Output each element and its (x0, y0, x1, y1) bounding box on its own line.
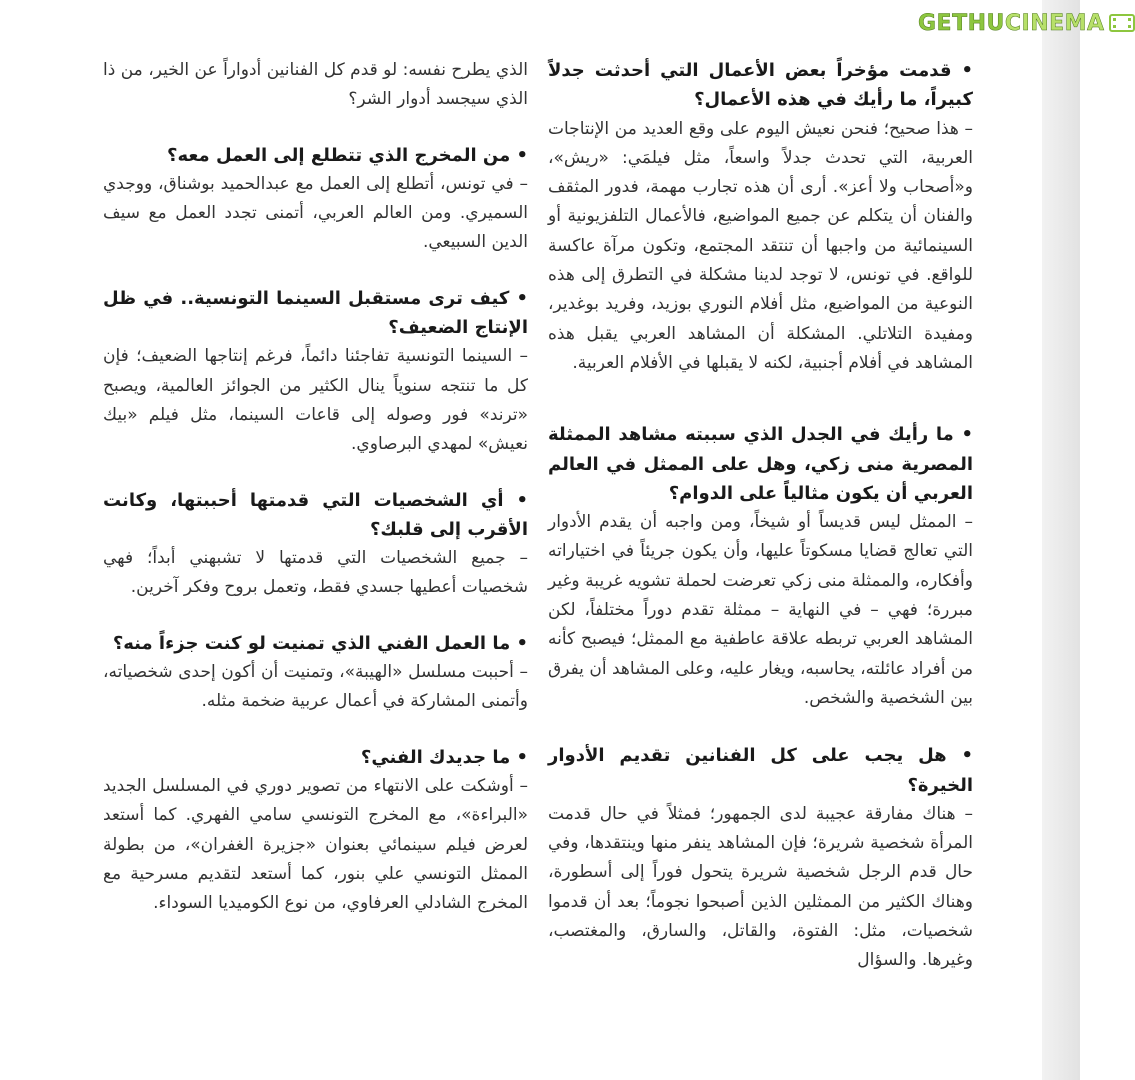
film-reel-icon (1109, 10, 1135, 36)
qa-block (548, 741, 973, 975)
answer: – هذا صحيح؛ فنحن نعيش اليوم على وقع العديد من الإنتاجات العربية، التي تحدث جدلاً واسعاً، مثل فيلمَي: «ريش»، و«أصحاب ولا أعز». أرى أن هذه تجارب مهمة، فدور المثقف والفنان أن يتكلم عن جميع المواضيع، فالأعمال التلفزيونية أو السينمائية من واجبها أن تنتقد المجتمع، وتكون مرآة عاكسة للواقع. في تونس، لا توجد لدينا مشكلة في التطرق إلى هذه النوعية من المواضيع، مثل أفلام النوري بوزيد، وفريد بوغدير، ومفيدة التلاتلي. المشكلة أن المشاهد العربي يقبل هذه المشاهد في أفلام أجنبية، لكنه لا يقبلها في الأفلام العربية. (548, 118, 973, 373)
page-edge (1042, 0, 1080, 1080)
answer: الذي يطرح نفسه: لو قدم كل الفنانين أدواراً عن الخير، من ذا الذي سيجسد أدوار الشر؟ (103, 60, 528, 110)
qa-block (103, 284, 528, 460)
question: • ما جديدك الفني؟ (360, 746, 528, 768)
qa-block (103, 743, 528, 919)
answer: – في تونس، أتطلع إلى العمل مع عبدالحميد بوشناق، ووجدي السميري. ومن العالم العربي، أتمنى تجدد العمل مع سيف الدين السبيعي. (103, 173, 528, 253)
site-logo (918, 6, 1135, 40)
article-column-right (548, 56, 973, 976)
answer: – أوشكت على الانتهاء من تصوير دوري في المسلسل الجديد «البراءة»، مع المخرج التونسي سامي الفهري. كما أستعد لعرض فيلم سينمائي بعنوان «جزيرة الغفران»، من بطولة الممثل التونسي علي بنور، كما أستعد لتقديم مسرحية مع المخرج الشادلي العرفاوي، من نوع الكوميديا السوداء. (103, 775, 528, 914)
qa-block (103, 141, 528, 258)
answer: – أحببت مسلسل «الهيبة»، وتمنيت أن أكون إحدى شخصياته، وأتمنى المشاركة في أعمال عربية ضخمة مثله. (103, 662, 528, 712)
question: • من المخرج الذي تتطلع إلى العمل معه؟ (167, 144, 528, 166)
article-column-left (103, 56, 528, 918)
answer: – الممثل ليس قديساً أو شيخاً، ومن واجبه أن يقدم الأدوار التي تعالج قضايا مسكوتاً عليها، وأن يكون جريئاً في اختياراته وأفكاره، والممثلة منى زكي تعرضت لحملة تشويه غريبة وغير مبررة؛ فهي – في النهاية – ممثلة تقدم دوراً مختلفاً، لكن المشاهد العربي تربطه علاقة عاطفية مع الممثل؛ فيصبح كأنه من أفراد عائلته، يحاسبه، ويغار عليه، وعلى المشاهد أن يفرق بين الشخصية والشخص. (548, 512, 973, 708)
question: • ما رأيك في الجدل الذي سببته مشاهد الممثلة المصرية منى زكي، وهل على الممثل في العالم العربي أن يكون مثالياً على الدوام؟ (548, 424, 973, 504)
question: • كيف ترى مستقبل السينما التونسية.. في ظل الإنتاج الضعيف؟ (103, 287, 528, 339)
qa-block (103, 486, 528, 603)
question: • أي الشخصيات التي قدمتها أحببتها، وكانت الأقرب إلى قلبك؟ (103, 489, 528, 540)
qa-block (548, 56, 973, 378)
qa-block (103, 56, 528, 115)
question: • هل يجب على كل الفنانين تقديم الأدوار الخيرة؟ (548, 745, 973, 796)
answer: – السينما التونسية تفاجئنا دائماً، فرغم إنتاجها الضعيف؛ فإن كل ما تنتجه سنوياً ينال الكثير من الجوائز العالمية، ويصبح «ترند» فور وصوله إلى قاعات السينما، مثل فيلم «بيك نعيش» لمهدي البرصاوي. (103, 346, 528, 455)
answer: – جميع الشخصيات التي قدمتها لا تشبهني أبداً؛ فهي شخصيات أعطيها جسدي فقط، وتعمل بروح وفكر آخرين. (103, 548, 528, 598)
answer: – هناك مفارقة عجيبة لدى الجمهور؛ فمثلاً في حال قدمت المرأة شخصية شريرة؛ فإن المشاهد ينفر منها وينتقدها، وفي حال قدم الرجل شخصية شريرة يتحول فوراً إلى أسطورة، وهناك الكثير من الممثلين الذين أصبحوا نجوماً؛ بعد أن قدموا شخصيات، مثل: الفتوة، والقاتل، والسارق، والمغتصب، وغيرها. والسؤال (548, 803, 973, 971)
question: • قدمت مؤخراً بعض الأعمال التي أحدثت جدلاً كبيراً، ما رأيك في هذه الأعمال؟ (548, 60, 973, 111)
question: • ما العمل الفني الذي تمنيت لو كنت جزءاً منه؟ (112, 632, 528, 654)
logo-text: GETHUCINEMA (918, 10, 1105, 36)
qa-block (548, 420, 973, 713)
qa-block (103, 629, 528, 717)
